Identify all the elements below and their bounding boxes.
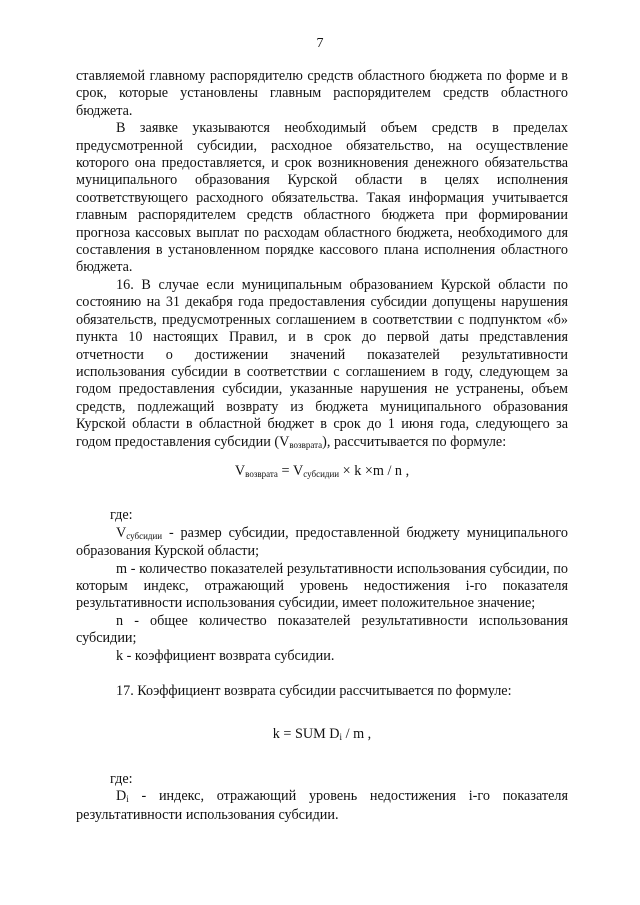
paragraph-16-end: ), рассчитывается по формуле: — [322, 433, 507, 450]
def-d-subscript: i — [126, 794, 129, 805]
paragraph-continuation: ставляемой главному распорядителю средств областного бюджета по форме и в срок, которые установлены главным распорядителем средств областного бюджета. — [76, 68, 568, 119]
definition-d — [76, 788, 568, 824]
definition-v-subsidy — [76, 525, 568, 561]
formula-rest: × k ×m / n , — [339, 462, 410, 479]
page-number: 7 — [316, 36, 324, 51]
def-v-subscript: субсидии — [126, 530, 163, 541]
where-label-2: где: — [110, 770, 133, 787]
paragraph-application: В заявке указываются необходимый объем средств в пределах предусмотренной субсидии, расходное обязательство, на осуществление которого она предоставляется, и срок возникновения денежного обязательства муниципального образования Курской области в целях исполнения соответствующего расходного обязательства. Такая информация учитывается главным распорядителем средств областного бюджета при формировании прогноза кассовых выплат по расходам областного бюджета, необходимого для составления в установленном порядке кассового плана исполнения областного бюджета. — [76, 120, 568, 276]
paragraph-17: 17. Коэффициент возврата субсидии рассчитывается по формуле: — [116, 683, 512, 699]
v-return-subscript: возврата — [289, 439, 323, 450]
paragraph-16-text: 16. В случае если муниципальным образованием Курской области по состоянию на 31 декабря года предоставления субсидии допущены нарушения обязательств, предусмотренных соглашением в соответствии с подпунктом «б» пункта 10 настоящих Правил, и в срок до первой даты представления отчетности о достижении значений показателей результативности использования субсидии в соответствии с соглашением в году, следующем за годом предоставления субсидии, указанные нарушения не устранены, объем средств, подлежащий возврату из бюджета муниципального образования Курской области в областной бюджет в срок до 1 июня года, следующего за годом предоставления субсидии ( — [76, 276, 568, 450]
def-d-text: - индекс, отражающий уровень недостижения i-го показателя результативности использования субсидии. — [76, 788, 568, 823]
formula-coefficient — [76, 726, 568, 744]
where-label-1: где: — [110, 507, 133, 524]
paragraph-16 — [76, 277, 568, 452]
formula2-left: k = SUM D — [272, 726, 340, 743]
formula-equals-v: = V — [277, 462, 304, 479]
formula-v-return-subscript: возврата — [245, 468, 278, 479]
formula2-right: / m , — [342, 726, 372, 743]
v-return-symbol: V — [279, 433, 290, 450]
formula-v-subsidy-subscript: субсидии — [303, 468, 340, 479]
def-v-text: - размер субсидии, предоставленной бюджету муниципального образования Курской области; — [76, 524, 568, 560]
formula-v-return: V — [234, 462, 246, 479]
formula2-subscript: i — [339, 732, 343, 743]
definition-m: m - количество показателей результативности использования субсидии, по которым индекс, отражающий уровень недостижения i-го показателя результативности использования субсидии, имеет положительное значение; — [76, 560, 568, 612]
document-body — [76, 68, 568, 824]
definition-k: k - коэффициент возврата субсидии. — [116, 647, 335, 664]
def-d-symbol: D — [116, 788, 127, 805]
definition-n: n - общее количество показателей результативности использования субсидии; — [76, 612, 568, 647]
def-v-symbol: V — [116, 524, 127, 541]
spacer — [76, 665, 568, 683]
formula-return-volume — [76, 463, 568, 481]
